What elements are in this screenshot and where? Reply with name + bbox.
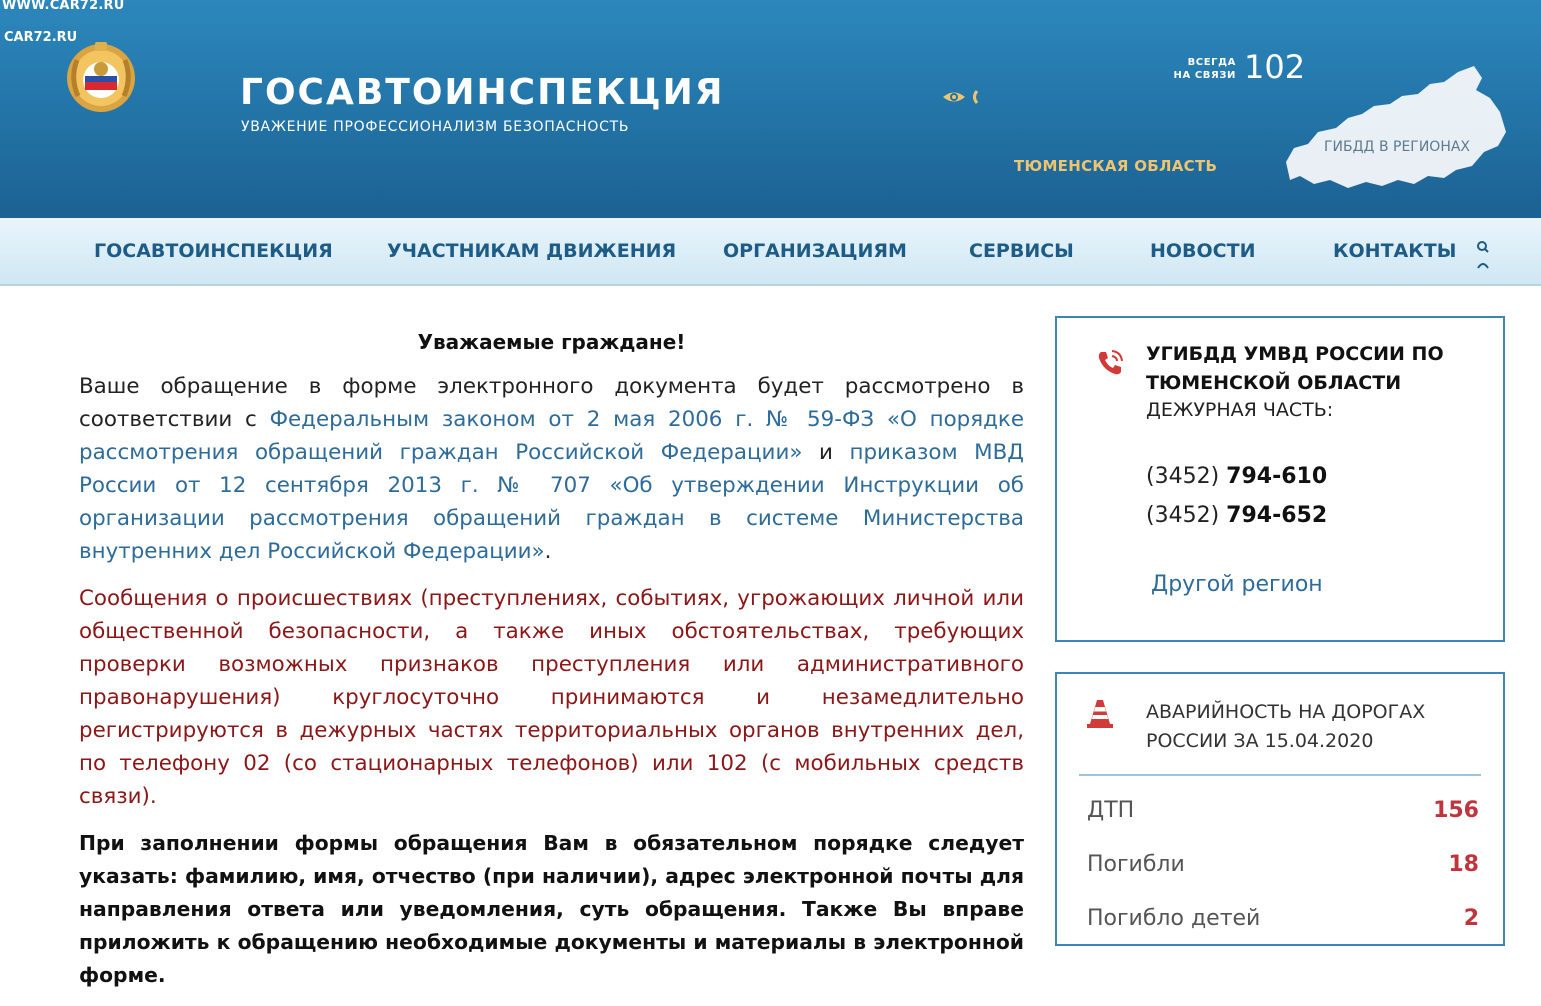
stat-row — [1087, 798, 1479, 828]
stat-value: 18 — [1448, 852, 1479, 877]
hotline-number[interactable]: 102 — [1244, 48, 1306, 86]
region-selector[interactable]: ТЮМЕНСКАЯ ОБЛАСТЬ — [1014, 157, 1218, 175]
paragraph-legal-basis — [79, 370, 1024, 568]
contact-box — [1055, 316, 1505, 642]
main-content — [79, 330, 1024, 1006]
nav-item-traffic-participants[interactable]: УЧАСТНИКАМ ДВИЖЕНИЯ — [387, 240, 677, 262]
legal-text-3: . — [544, 539, 552, 564]
nav-item-organizations[interactable]: ОРГАНИЗАЦИЯМ — [723, 240, 907, 262]
paragraph-form-requirements: При заполнении формы обращения Вам в обязательном порядке следует указать: фамилию, имя, отчество (при наличии), адрес электронной почты для направления ответа или уведомления, суть обращения. Также Вы вправе приложить к обращению необходимые документы и материалы в электронной форме. — [79, 831, 1024, 987]
stats-divider — [1079, 774, 1481, 776]
phone-number: 794-610 — [1226, 464, 1328, 489]
stats-title: АВАРИЙНОСТЬ НА ДОРОГАХ РОССИИ ЗА 15.04.2020 — [1146, 701, 1426, 752]
stat-row — [1087, 852, 1479, 882]
traffic-cone-icon — [1087, 698, 1113, 728]
russia-map-icon[interactable] — [1278, 62, 1508, 194]
nav-item-contacts[interactable]: КОНТАКТЫ — [1333, 240, 1457, 262]
search-icon[interactable] — [1474, 240, 1492, 270]
federal-law-link[interactable]: Федеральным законом от 2 мая 2006 г. № 59-ФЗ «О порядке рассмотрения обращений граждан Российской Федерации» — [79, 407, 1024, 465]
site-header — [0, 0, 1541, 218]
other-region-link[interactable]: Другой регион — [1151, 572, 1323, 597]
org-name: УГИБДД УМВД РОССИИ ПО ТЮМЕНСКОЙ ОБЛАСТИ — [1146, 343, 1444, 394]
legal-text-2: и — [802, 440, 850, 465]
nav-item-services[interactable]: СЕРВИСЫ — [969, 240, 1074, 262]
site-slogan: УВАЖЕНИЕ ПРОФЕССИОНАЛИЗМ БЕЗОПАСНОСТЬ — [241, 119, 630, 135]
accessibility-eye-icon[interactable] — [940, 86, 980, 108]
stat-label: Погибло детей — [1087, 906, 1261, 931]
watermark-logo: CAR72.RU — [4, 30, 78, 45]
phone-line[interactable] — [1146, 464, 1327, 489]
nav-item-news[interactable]: НОВОСТИ — [1150, 240, 1256, 262]
paragraph-incident-reports: Сообщения о происшествиях (преступлениях, событиях, угрожающих личной или общественной безопасности, а также иных обстоятельствах, требующих проверки возможных признаков преступления или административного правонарушения) круглосуточно принимаются и незамедлительно регистрируются в дежурных частях территориальных органов внутренних дел, по телефону 02 (со стационарных телефонов) или 102 (с мобильных средств связи). — [79, 586, 1024, 809]
emblem-icon[interactable] — [62, 38, 140, 116]
accident-stats-box — [1055, 672, 1505, 946]
regions-link[interactable]: ГИБДД В РЕГИОНАХ — [1324, 139, 1471, 155]
main-nav — [0, 218, 1541, 286]
watermark-url: WWW.CAR72.RU — [2, 0, 125, 13]
phone-icon — [1095, 348, 1125, 378]
phone-line[interactable] — [1146, 503, 1327, 528]
phone-code: (3452) — [1146, 464, 1220, 489]
stat-value: 156 — [1433, 798, 1479, 823]
hotline-caption-line2: НА СВЯЗИ — [1173, 70, 1236, 81]
stat-row — [1087, 906, 1479, 936]
mvd-order-link[interactable]: приказом МВД России от 12 сентября 2013 г. № 707 «Об утверждении Инструкции об организации рассмотрения обращений граждан в системе Министерства внутренних дел Российской Федерации» — [79, 440, 1024, 564]
legal-text-1: Ваше обращение в форме электронного документа будет рассмотрено в соответствии с — [79, 374, 1024, 432]
greeting-heading: Уважаемые граждане! — [417, 330, 686, 354]
duty-label: ДЕЖУРНАЯ ЧАСТЬ: — [1146, 399, 1334, 421]
phone-code: (3452) — [1146, 503, 1220, 528]
site-title[interactable]: ГОСАВТОИНСПЕКЦИЯ — [240, 72, 725, 113]
hotline-caption — [1160, 56, 1236, 82]
nav-item-gosavtoinspekciya[interactable]: ГОСАВТОИНСПЕКЦИЯ — [94, 240, 333, 262]
phone-number: 794-652 — [1226, 503, 1328, 528]
stat-label: ДТП — [1087, 798, 1135, 823]
hotline-caption-line1: ВСЕГДА — [1187, 57, 1236, 68]
stat-label: Погибли — [1087, 852, 1185, 877]
stat-value: 2 — [1463, 906, 1479, 931]
